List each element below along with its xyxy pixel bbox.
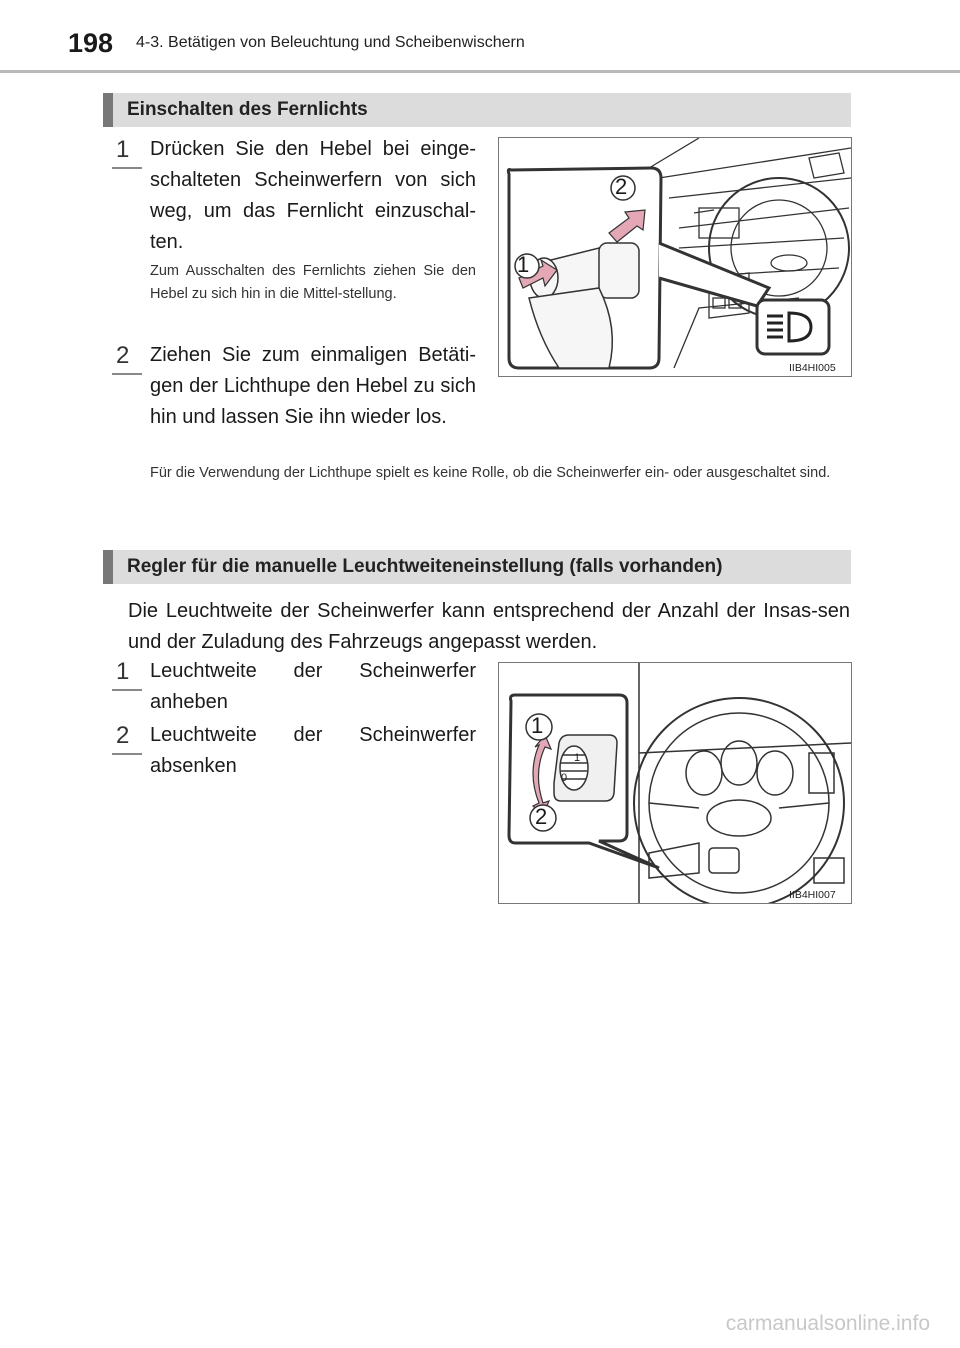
step-note: Zum Ausschalten des Fernlichts ziehen Sie den Hebel zu sich hin in die Mittel-stellung. <box>150 263 476 302</box>
dial-label: 0 <box>561 772 568 784</box>
running-title: 4-3. Betätigen von Beleuchtung und Scheibenwischern <box>136 34 525 51</box>
figure-leveling-dial <box>498 662 852 904</box>
figure-code: IIB4HI005 <box>789 362 836 374</box>
section-heading-headlight-leveling <box>103 550 851 584</box>
callout-number: 1 <box>531 713 544 738</box>
figure-high-beam-lever <box>498 137 852 377</box>
step-number: 2 <box>116 342 138 372</box>
step-number: 1 <box>116 136 138 166</box>
watermark: carmanualsonline.info <box>725 1312 930 1335</box>
step-text: Leuchtweite der Scheinwerfer absenken <box>150 724 476 777</box>
step-text: Ziehen Sie zum einmaligen Betäti-gen der Lichthupe den Hebel zu sich hin und lassen Sie ihn wieder los. <box>150 344 476 428</box>
step-number: 1 <box>116 658 138 688</box>
figure-code: IIB4HI007 <box>789 889 836 901</box>
section-heading-text: Regler für die manuelle Leuchtweiteneinstellung (falls vorhanden) <box>127 556 723 577</box>
step-text: Leuchtweite der Scheinwerfer anheben <box>150 660 476 713</box>
step-text: Drücken Sie den Hebel bei einge-schalteten Scheinwerfern von sich weg, um das Fernlicht einzuschal-ten. <box>150 138 476 253</box>
dial-label: 1 <box>574 752 581 764</box>
header-rule <box>0 70 960 73</box>
callout-number: 2 <box>535 804 548 829</box>
intro-paragraph: Die Leuchtweite der Scheinwerfer kann entsprechend der Anzahl der Insas-sen und der Zuladung des Fahrzeugs angepasst werden. <box>128 600 850 653</box>
step-note: Für die Verwendung der Lichthupe spielt es keine Rolle, ob die Scheinwerfer ein- oder ausgeschaltet sind. <box>150 465 831 481</box>
illustration-dashboard-lever <box>499 138 851 376</box>
page-number: 198 <box>68 28 114 58</box>
illustration-steering-wheel <box>499 663 851 903</box>
section-heading-high-beam <box>103 93 851 127</box>
callout-number: 2 <box>615 174 628 199</box>
section-heading-text: Einschalten des Fernlichts <box>127 99 368 120</box>
step-number: 2 <box>116 722 138 752</box>
callout-number: 1 <box>517 252 530 277</box>
